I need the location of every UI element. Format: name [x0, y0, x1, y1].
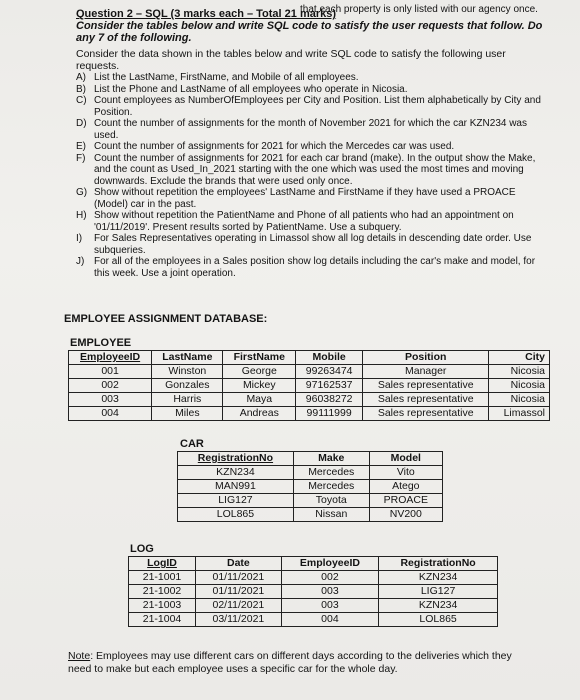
request-text: Count employees as NumberOfEmployees per City and Position. List them alphabetically by City and Position.	[94, 95, 541, 118]
table-cell: 21-1001	[129, 571, 196, 585]
request-item	[76, 153, 546, 188]
column-header: Model	[369, 452, 442, 466]
table-row	[178, 480, 443, 494]
table-cell: George	[223, 365, 296, 379]
request-letter: J)	[76, 256, 85, 267]
column-header: Make	[293, 452, 369, 466]
table-cell: 003	[281, 585, 378, 599]
table-cell: KZN234	[178, 466, 294, 480]
table-header-row	[129, 557, 498, 571]
request-text: Show without repetition the employees' LastName and FirstName if they have used a PROACE (Model) car in the past.	[94, 187, 516, 210]
car-table-caption: CAR	[180, 438, 204, 450]
employee-table	[68, 350, 550, 421]
request-item	[76, 233, 546, 256]
table-row	[178, 508, 443, 522]
table-header-row	[69, 351, 550, 365]
column-header: RegistrationNo	[379, 557, 498, 571]
table-cell: 03/11/2021	[196, 613, 282, 627]
table-cell: Andreas	[223, 407, 296, 421]
request-list	[76, 72, 546, 279]
table-cell: 21-1004	[129, 613, 196, 627]
column-header: EmployeeID	[281, 557, 378, 571]
table-cell: LIG127	[379, 585, 498, 599]
table-cell: MAN991	[178, 480, 294, 494]
column-header: LogID	[129, 557, 196, 571]
table-row	[69, 407, 550, 421]
request-item	[76, 187, 546, 210]
table-cell: 002	[69, 379, 152, 393]
request-item	[76, 141, 546, 153]
request-text: Count the number of assignments for the month of November 2021 for which the car KZN234 was used.	[94, 118, 527, 141]
table-cell: Atego	[369, 480, 442, 494]
table-cell: 01/11/2021	[196, 571, 282, 585]
question-instructions: Consider the tables below and write SQL code to satisfy the user requests that follow. Do any 7 of the following.	[76, 20, 543, 44]
column-header: LastName	[152, 351, 223, 365]
employee-table-caption: EMPLOYEE	[70, 337, 132, 349]
note-text: : Employees may use different cars on different days according to the deliveries which they need to make but each employee uses a specific car for the whole day.	[68, 650, 512, 675]
request-letter: B)	[76, 83, 86, 95]
note-label: Note	[68, 650, 91, 662]
table-cell: 003	[281, 599, 378, 613]
log-table-caption: LOG	[130, 543, 154, 555]
table-cell: Limassol	[489, 407, 550, 421]
note-paragraph	[68, 650, 538, 676]
table-cell: 21-1003	[129, 599, 196, 613]
log-table	[128, 556, 498, 627]
request-item	[76, 256, 546, 279]
table-row	[69, 379, 550, 393]
column-header: Position	[363, 351, 489, 365]
table-row	[178, 466, 443, 480]
table-cell: Nicosia	[489, 379, 550, 393]
table-cell: 99111999	[296, 407, 363, 421]
table-row	[178, 494, 443, 508]
section-title: EMPLOYEE ASSIGNMENT DATABASE:	[64, 313, 268, 325]
table-cell: 004	[69, 407, 152, 421]
table-cell: Nicosia	[489, 365, 550, 379]
request-text: Show without repetition the PatientName and Phone of all patients who had an appointment on '01/11/2019'. Present results sorted by PatientName. Use a subquery.	[94, 210, 514, 233]
column-header: FirstName	[223, 351, 296, 365]
table-cell: KZN234	[379, 599, 498, 613]
previous-question-tail: that each property is only listed with our agency once.	[300, 4, 538, 15]
request-text: List the LastName, FirstName, and Mobile of all employees.	[94, 72, 359, 83]
table-cell: 002	[281, 571, 378, 585]
request-letter: F)	[76, 152, 86, 164]
request-item	[76, 210, 546, 233]
table-cell: Gonzales	[152, 379, 223, 393]
table-header-row	[178, 452, 443, 466]
table-cell: Mickey	[223, 379, 296, 393]
table-cell: Manager	[363, 365, 489, 379]
column-header: RegistrationNo	[178, 452, 294, 466]
table-cell: Sales representative	[363, 379, 489, 393]
table-cell: 001	[69, 365, 152, 379]
column-header: City	[489, 351, 550, 365]
request-text: Count the number of assignments for 2021 for each car brand (make). In the output show the Make, and the count as Used_In_2021 starting with the one which was used the most times and moving downwards. Exclude the brands that were used only once.	[94, 152, 536, 187]
table-cell: 01/11/2021	[196, 585, 282, 599]
request-text: For Sales Representatives operating in Limassol show all log details in descending date order. Use subqueries.	[94, 233, 532, 256]
table-cell: KZN234	[379, 571, 498, 585]
request-letter: G)	[76, 187, 88, 198]
table-cell: NV200	[369, 508, 442, 522]
table-cell: 02/11/2021	[196, 599, 282, 613]
table-cell: 96038272	[296, 393, 363, 407]
table-cell: Winston	[152, 365, 223, 379]
table-cell: Sales representative	[363, 407, 489, 421]
table-cell: PROACE	[369, 494, 442, 508]
table-cell: LOL865	[178, 508, 294, 522]
table-cell: Miles	[152, 407, 223, 421]
table-cell: Nicosia	[489, 393, 550, 407]
table-row	[69, 393, 550, 407]
request-item	[76, 72, 546, 84]
table-cell: Toyota	[293, 494, 369, 508]
table-cell: 003	[69, 393, 152, 407]
intro-paragraph: Consider the data shown in the tables below and write SQL code to satisfy the following user requests.	[76, 48, 506, 72]
table-cell: Mercedes	[293, 466, 369, 480]
request-text: Count the number of assignments for 2021 for which the Mercedes car was used.	[94, 141, 455, 152]
table-cell: LIG127	[178, 494, 294, 508]
request-item	[76, 118, 546, 141]
column-header: Mobile	[296, 351, 363, 365]
table-cell: Sales representative	[363, 393, 489, 407]
request-letter: C)	[76, 95, 87, 106]
table-cell: LOL865	[379, 613, 498, 627]
table-row	[129, 613, 498, 627]
column-header: EmployeeID	[69, 351, 152, 365]
table-cell: Nissan	[293, 508, 369, 522]
request-letter: E)	[76, 141, 86, 152]
request-item	[76, 95, 546, 118]
table-cell: 004	[281, 613, 378, 627]
request-letter: A)	[76, 72, 86, 83]
request-text: For all of the employees in a Sales position show log details including the car's make and model, for this week. Use a joint operation.	[94, 256, 536, 279]
request-letter: D)	[76, 118, 87, 129]
table-row	[129, 571, 498, 585]
car-table	[177, 451, 443, 522]
request-text: List the Phone and LastName of all employees who operate in Nicosia.	[94, 83, 408, 95]
table-cell: Harris	[152, 393, 223, 407]
table-cell: 99263474	[296, 365, 363, 379]
table-cell: Mercedes	[293, 480, 369, 494]
question-title: Question 2 – SQL (3 marks each – Total 21 marks)	[76, 8, 337, 20]
column-header: Date	[196, 557, 282, 571]
table-row	[129, 599, 498, 613]
request-item	[76, 84, 546, 96]
table-row	[69, 365, 550, 379]
table-cell: 21-1002	[129, 585, 196, 599]
table-row	[129, 585, 498, 599]
table-cell: Vito	[369, 466, 442, 480]
request-letter: H)	[76, 210, 87, 221]
table-cell: Maya	[223, 393, 296, 407]
request-letter: I)	[76, 233, 83, 244]
table-cell: 97162537	[296, 379, 363, 393]
